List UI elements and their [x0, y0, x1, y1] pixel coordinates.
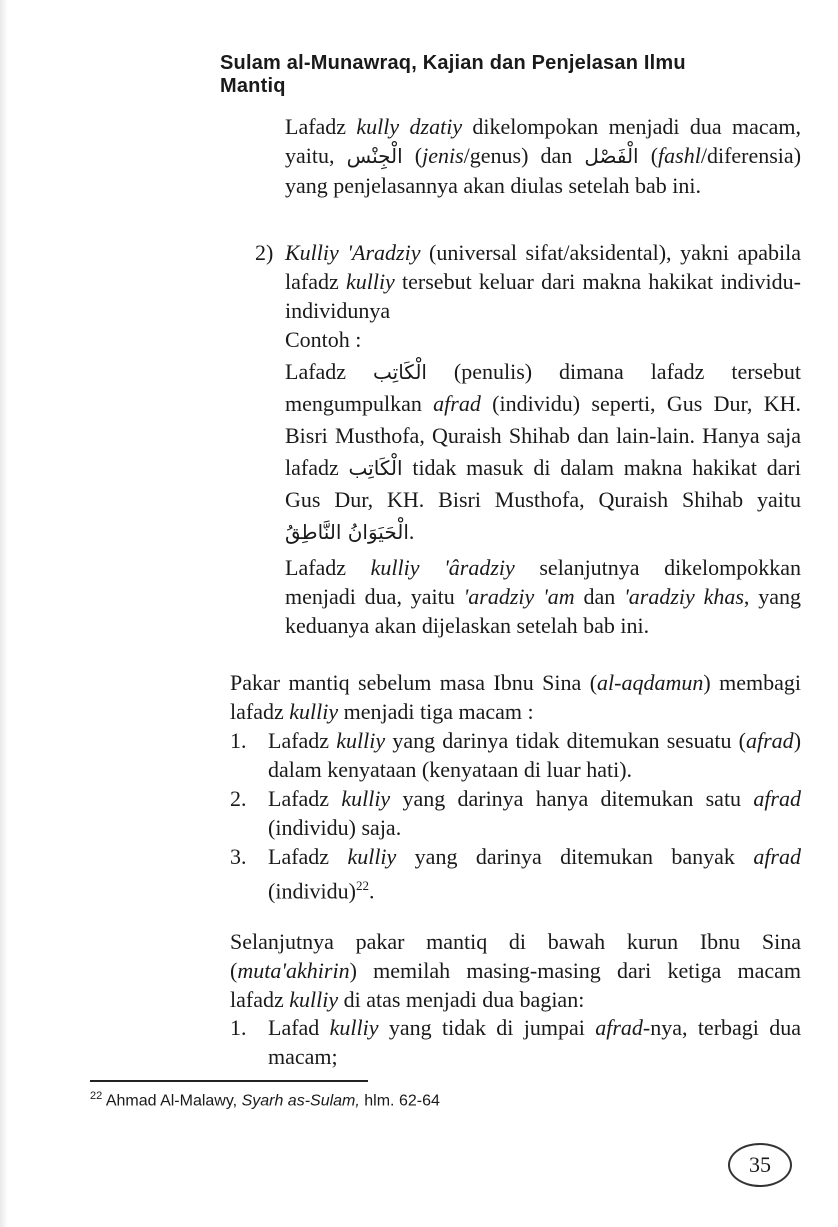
page-number: 35	[728, 1143, 792, 1187]
paragraph-example-katib: Lafadz الْكَاتِب (penulis) dimana lafadz tersebut mengumpulkan afrad (individu) seperti, Gus Dur, KH. Bisri Musthofa, Quraish Shihab dan lain-lain. Hanya saja lafadz الْكَاتِب tidak masuk di dalam makna hakikat dari Gus Dur, KH. Bisri Musthofa, Quraish Shihab yaitu الْحَيَوَانُ النَّاطِقُ.	[285, 359, 801, 544]
list-three-types	[230, 726, 801, 905]
item-number: 2)	[255, 240, 274, 265]
footnote: $^{22}$ Ahmad Al-Malawy, Syarh as-Sulam, hlm. 62-64	[90, 1090, 440, 1110]
footnote-ref: 22	[356, 878, 369, 893]
list-two-parts	[230, 1013, 801, 1071]
arabic-katib: الْكَاتِب	[372, 360, 427, 384]
paragraph-kully-dzatiy: Lafadz kully dzatiy dikelompokan menjadi dua macam, yaitu, الْجِنْس (jenis/genus) dan الْفَصْل (fashl/diferensia) yang penjelasannya akan diulas setelah bab ini.	[285, 114, 802, 198]
paragraph-kulliy-aradziy-groups: Lafadz kulliy 'âradziy selanjutnya dikelompokkan menjadi dua, yaitu 'aradziy 'am dan 'aradziy khas, yang keduanya akan dijelaskan setelah bab ini.	[285, 555, 802, 638]
arabic-fashl: الْفَصْل	[584, 144, 639, 168]
list-item: 1. Lafadz kulliy yang darinya tidak ditemukan sesuatu (afrad) dalam kenyataan (kenyataan di luar hati).	[230, 728, 802, 782]
running-header: Sulam al-Munawraq, Kajian dan Penjelasan Ilmu Mantiq	[220, 52, 686, 97]
paragraph-kulliy-aradziy: Kulliy 'Aradziy (universal sifat/aksidental), yakni apabila lafadz kulliy tersebut keluar dari makna hakikat individu-individunya	[285, 240, 802, 323]
example-label: Contoh :	[285, 327, 362, 352]
arabic-hayawan-natiq: الْحَيَوَانُ النَّاطِقُ	[285, 520, 409, 544]
arabic-jins: الْجِنْس	[346, 144, 403, 168]
footnote-divider	[90, 1080, 368, 1082]
paragraph-aqdamun: Pakar mantiq sebelum masa Ibnu Sina (al-aqdamun) membagi lafadz kulliy menjadi tiga macam :	[230, 670, 801, 724]
list-item: 3. Lafadz kulliy yang darinya ditemukan banyak afrad (individu)$^{22}$.	[230, 844, 801, 904]
page-edge-shadow	[0, 0, 8, 1227]
paragraph-mutaakhirin: Selanjutnya pakar mantiq di bawah kurun Ibnu Sina (muta'akhirin) memilah masing-masing dari ketiga macam lafadz kulliy di atas menjadi dua bagian:	[230, 929, 801, 1012]
list-item: 2. Lafadz kulliy yang darinya hanya ditemukan satu afrad (individu) saja.	[230, 786, 801, 840]
list-item: 1. Lafad kulliy yang tidak di jumpai afrad-nya, terbagi dua macam;	[230, 1015, 802, 1069]
arabic-katib-2: الْكَاتِب	[348, 456, 403, 480]
